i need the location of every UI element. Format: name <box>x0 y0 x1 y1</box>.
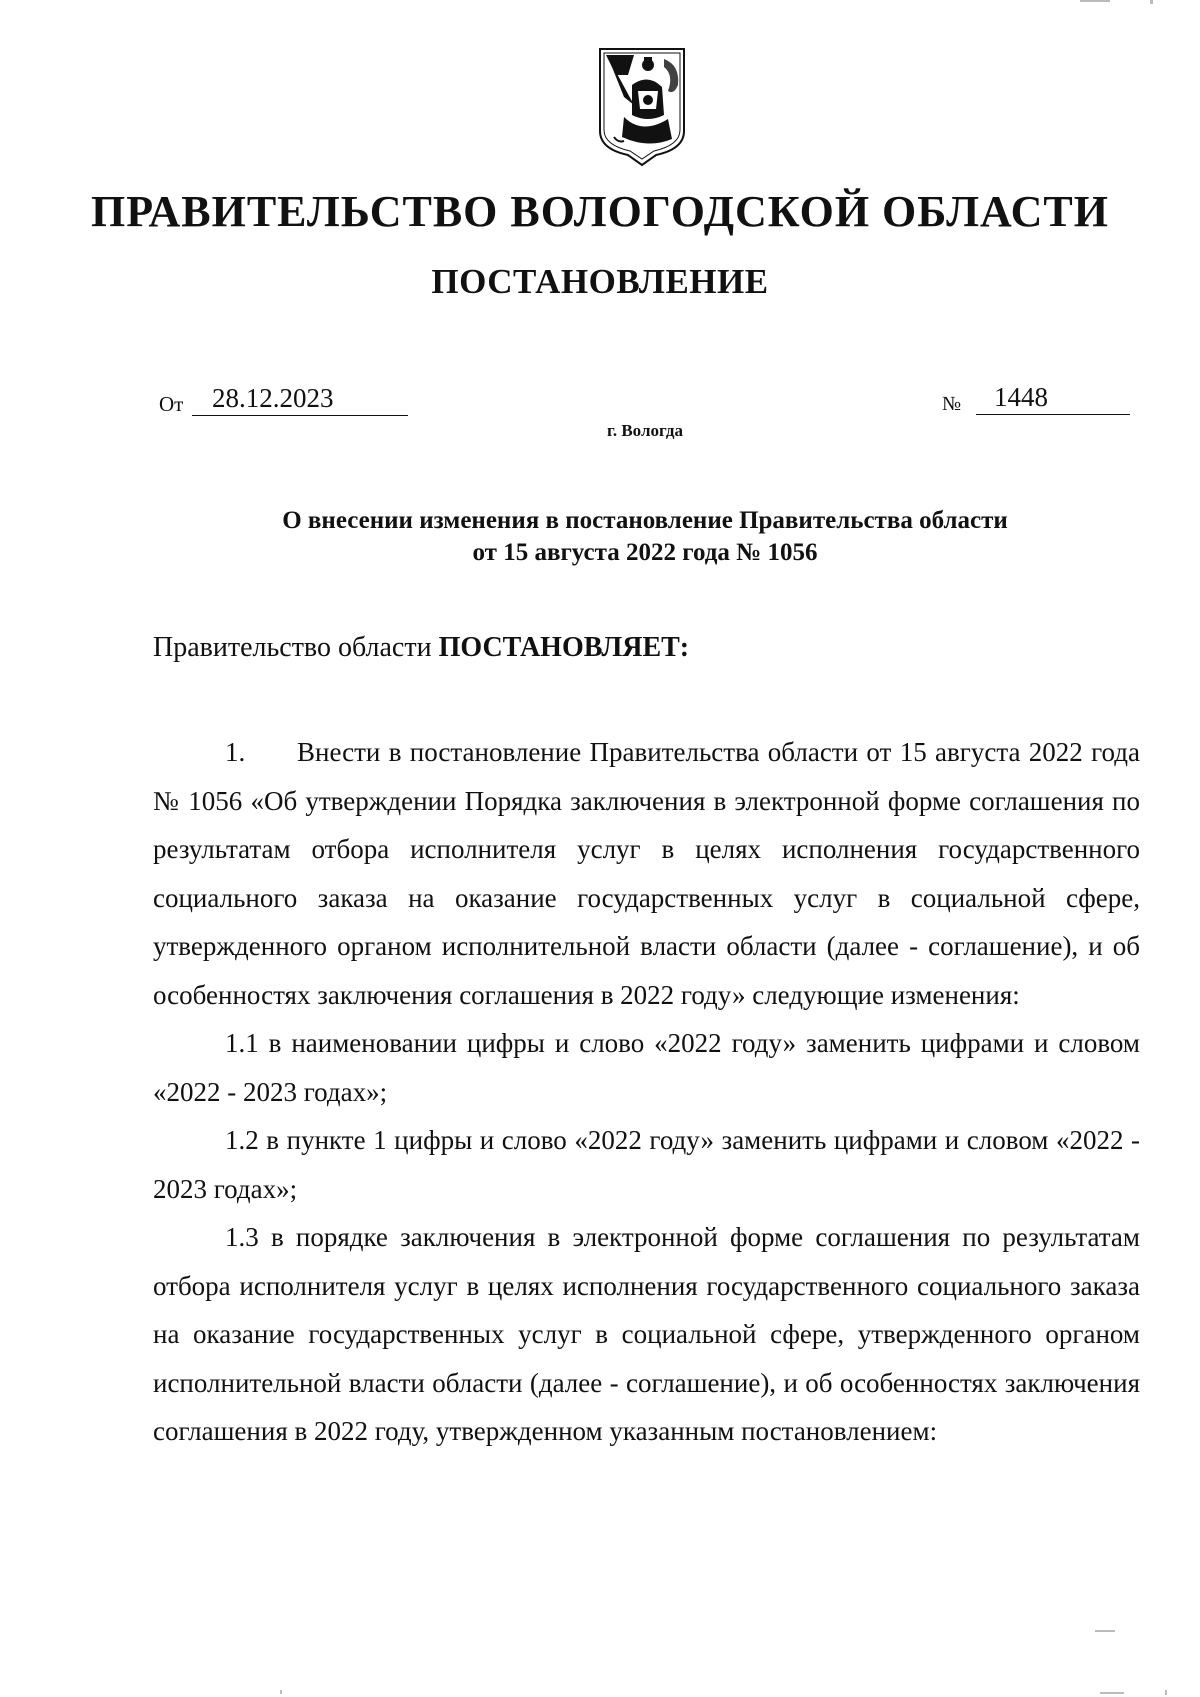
item-1-1: 1.1 в наименовании цифры и слово «2022 году» заменить цифрами и словом «2022 - 2023 годах»; <box>153 1028 1140 1107</box>
item-1-text: Внести в постановление Правительства области от 15 августа 2022 года № 1056 «Об утверждении Порядка заключения в электронной форме соглашения по результатам отбора исполнителя услуг в целях исполнения государственного социального заказа на оказание государственных услуг в социальной сфере, утвержденного органом исполнительной власти области (далее - соглашение), и об особенностях заключения соглашения в 2022 году» следующие изменения: <box>153 737 1140 1010</box>
scan-speck <box>1095 1630 1115 1632</box>
subject-line-1: О внесении изменения в постановление Правительства области <box>282 507 1008 534</box>
document-body <box>153 728 1140 1456</box>
coat-of-arms-emblem <box>594 45 690 167</box>
document-date: 28.12.2023 <box>192 383 408 416</box>
scan-speck <box>1150 0 1153 4</box>
item-1-2: 1.2 в пункте 1 цифры и слово «2022 году» заменить цифрами и словом «2022 - 2023 годах»; <box>153 1125 1140 1204</box>
item-1 <box>153 728 1140 1019</box>
government-title: ПРАВИТЕЛЬСТВО ВОЛОГОДСКОЙ ОБЛАСТИ <box>91 187 1109 236</box>
number-prefix: № <box>942 393 962 415</box>
scan-speck <box>1100 1692 1124 1694</box>
document-type-title: ПОСТАНОВЛЕНИЕ <box>431 262 769 301</box>
decree-intro: Правительство области <box>153 632 439 663</box>
scan-speck <box>1165 1690 1167 1695</box>
date-prefix: От <box>159 392 184 416</box>
scan-speck <box>280 1690 282 1694</box>
decree-preamble <box>153 632 689 664</box>
item-1-number: 1. <box>225 737 246 767</box>
item-1-3: 1.3 в порядке заключения в электронной форме соглашения по результатам отбора исполнителя услуг в целях исполнения государственного социального заказа на оказание государственных услуг в социальной сфере, утвержденного органом исполнительной власти области (далее - соглашение), и об особенностях заключения соглашения в 2022 году, утвержденном указанным постановлением: <box>153 1222 1140 1446</box>
document-city: г. Вологда <box>607 421 683 440</box>
subject-line-2: от 15 августа 2022 года № 1056 <box>472 539 818 566</box>
document-number: 1448 <box>976 382 1130 415</box>
document-subject <box>150 505 1140 569</box>
decree-verb: ПОСТАНОВЛЯЕТ: <box>438 632 690 663</box>
scan-speck <box>1080 0 1110 2</box>
